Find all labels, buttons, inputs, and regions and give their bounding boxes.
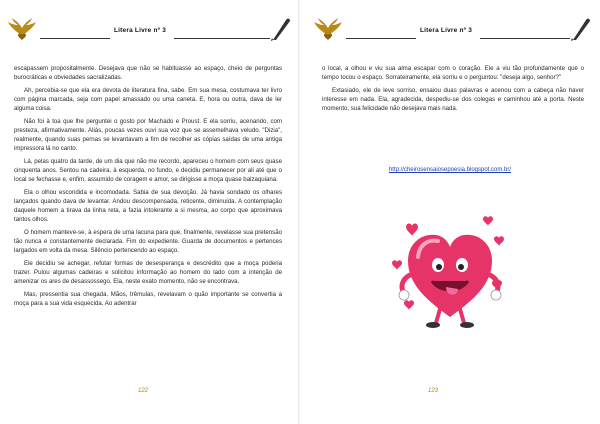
header-rule [480, 38, 570, 39]
blog-link[interactable]: http://cheirosensaiosepoesia.blogspot.com.br/ [388, 167, 512, 173]
header-rule [40, 38, 110, 39]
heart-character-icon [388, 205, 512, 329]
left-page-text [14, 64, 282, 312]
right-page-header [312, 16, 594, 46]
magazine-title: Litera Livre nº 3 [420, 27, 473, 34]
quill-pen-icon [570, 16, 592, 42]
paragraph: Lá, pelas quatro da tarde, de um dia que não me recordo, apareceu o homem com seus quase cinquenta anos. Sentou na cadeira, à esquerda, no fundo, e decidiu permanecer por ali até que o local se fechasse e, enfim, assumido de coragem e amor, se dirigisse a moça quase balzaquiana. [14, 158, 282, 183]
header-rule [174, 38, 270, 39]
paragraph: Não foi à toa que lhe perguntei o gosto por Machado e Proust. E ela sorriu, acenando, com presteza, afirmativamente. Aliás, poucas vezes ouvi sua voz que se assemelhava veludo. "Dizia", realmente, quando suas pernas se levantavam a fim de recolher as cópias saídas de uma antiga impressora lá no canto. [14, 118, 282, 152]
page-number: 122 [138, 388, 149, 394]
paragraph: Ah, percebia-se que ela era devota de literatura fina, sabe. Em sua mesa, costumava ter livro com página marcada, seja com papel amassado ou uma caneta. E, hora ou outra, dava de ler alguma coisa. [14, 87, 282, 112]
right-page-text [322, 64, 584, 117]
heart-illustration [388, 205, 512, 329]
paragraph: Ela o olhou escondida e incomodada. Sabia de sua devoção. Já havia sondado os olhares lançados quando dava de levantar. Andou descompensada, reticente, diminuída. A contemplação daquele homem a tirava da linha reta, a fazia intolerante a si mesma, ao corpo que aproximava tantos olhos. [14, 189, 282, 223]
left-page-header [6, 16, 294, 46]
paragraph: o local, a olhou e viu sua alma escapar com o coração. Ele a viu tão profundamente que o tempo tocou o espaço. Sorrateiramente, ela sorriu e o perguntou: "deseja algo, senhor?" [322, 65, 584, 81]
paragraph: Ele decidiu se achegar, refutar formas de desesperança e descrédito que a moça poderia trazer. Pulou algumas cadeiras e solicitou informação ao homem do lado com a intenção de amenizar os ares de desassossego. Ela, neste exato momento, não se encontrava. [14, 260, 282, 285]
winged-heart-icon [312, 16, 344, 42]
magazine-title: Litera Livre nº 3 [114, 27, 167, 34]
quill-pen-icon [270, 16, 292, 42]
paragraph: O homem manteve-se, à espera de uma lacuna para que, finalmente, revelasse sua pretensão tão nunca e constantemente declarada. Fim do expediente. Guarda de documentos e pertences largados em volta da mesa. Silêncio pertencendo ao espaço. [14, 229, 282, 254]
header-rule [346, 38, 416, 39]
winged-heart-icon [6, 16, 38, 42]
page-number: 123 [428, 388, 439, 394]
paragraph: escapassem propositalmente. Desejava que não se habituasse ao espaço, cheio de perguntas burocráticas e obviedades sacralizadas. [14, 65, 282, 81]
right-page [300, 0, 600, 424]
paragraph: Extasiado, ele de leve sorriso, ensaiou duas palavras e acenou com a cabeça não haver interesse em nada. Ela, agradecida, despediu-se dos colegas e caminhou até a porta. Neste momento, sua felicidade não desejava mais nada. [322, 87, 584, 112]
paragraph: Mas, pressentia sua chegada. Mãos, trêmulas, revelavam o quão importante se convertia a moça para a sua vida esquecida. Ao adentrar [14, 291, 282, 307]
